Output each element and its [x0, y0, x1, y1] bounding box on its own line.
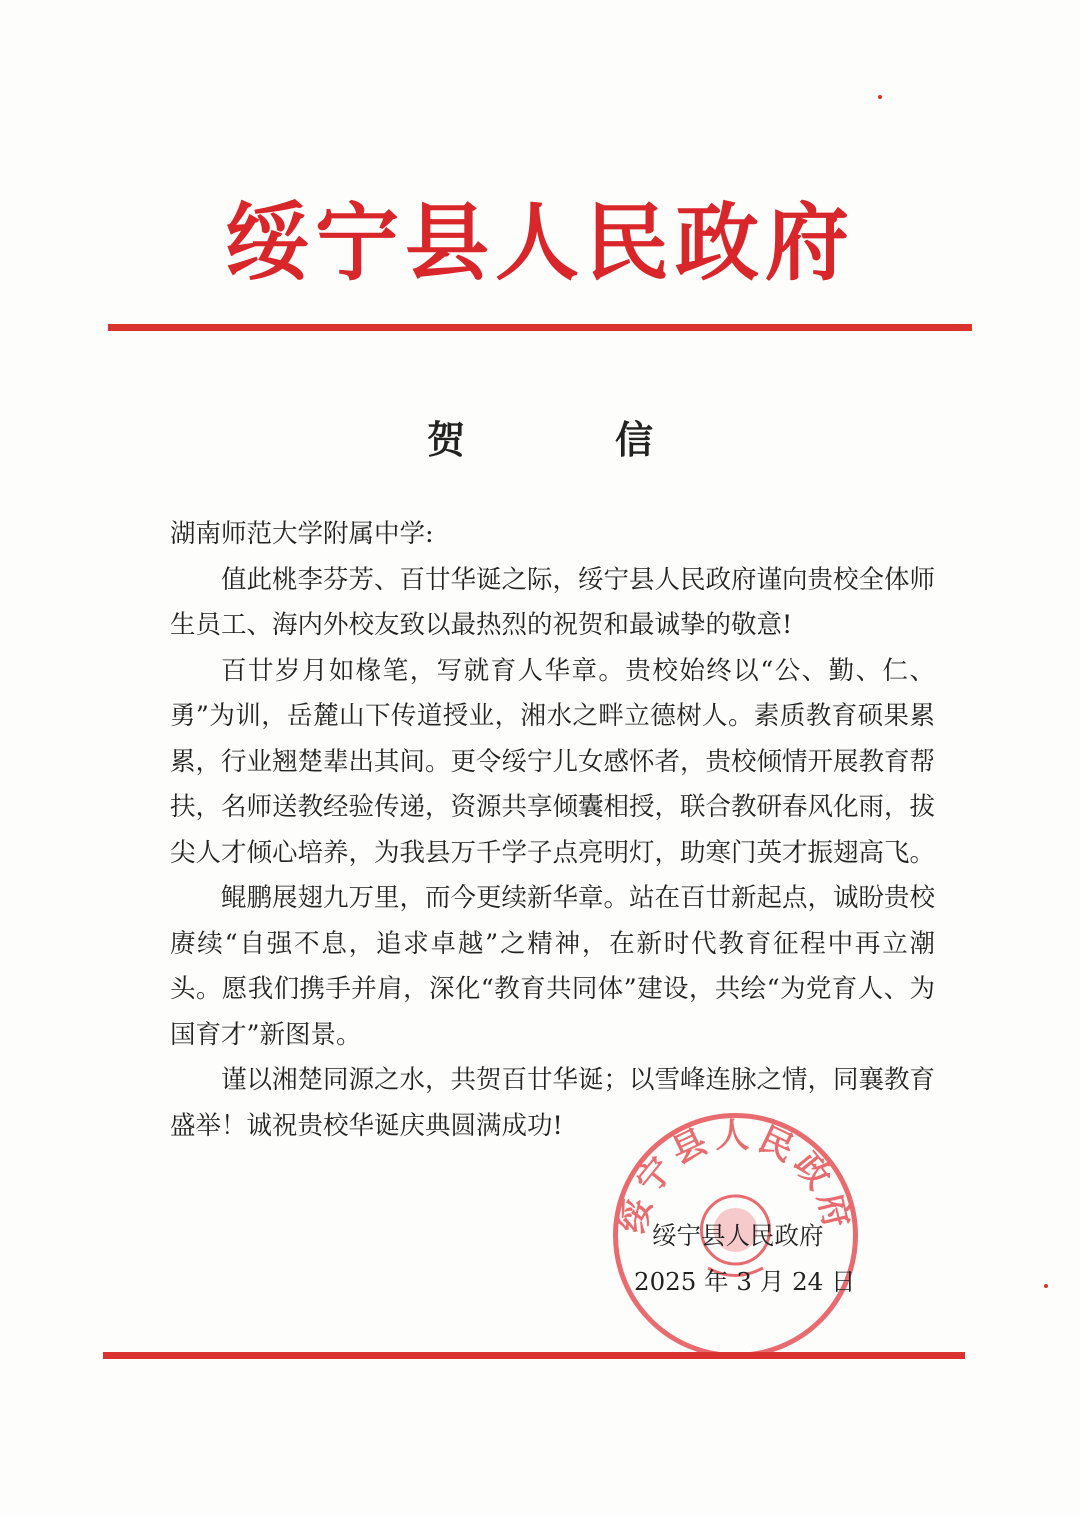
paragraph-1: 值此桃李芬芳、百廿华诞之际，绥宁县人民政府谨向贵校全体师生员工、海内外校友致以最热烈的祝贺和最诚挚的敬意!	[170, 564, 936, 640]
salutation: 湖南师范大学附属中学:	[170, 519, 434, 549]
signature-issuer: 绥宁县人民政府	[652, 1221, 824, 1250]
footer-red-rule	[103, 1352, 965, 1359]
scan-speck	[878, 95, 882, 99]
paragraph-2: 百廿岁月如椽笔，写就育人华章。贵校始终以“公、勤、仁、勇”为训，岳麓山下传道授业，湘水之畔立德树人。素质教育硕果累累，行业翘楚辈出其间。更令绥宁儿女感怀者，贵校倾情开展教育帮扶，名师送教经验传递，资源共享倾囊相授，联合教研春风化雨，拔尖人才倾心培养，为我县万千学子点亮明灯，助寒门英才振翅高飞。	[170, 655, 936, 868]
letter-body	[170, 512, 935, 1149]
scan-speck	[1044, 1284, 1048, 1288]
paragraph-3: 鲲鹏展翅九万里，而今更续新华章。站在百廿新起点，诚盼贵校赓续“自强不息，追求卓越”之精神，在新时代教育征程中再立潮头。愿我们携手并肩，深化“教育共同体”建设，共绘“为党育人、为国育才”新图景。	[170, 883, 936, 1050]
signature-date: 2025 年 3 月 24 日	[634, 1267, 856, 1296]
seal-text: 绥宁县人民政府	[613, 1115, 858, 1238]
paragraph-4: 谨以湘楚同源之水，共贺百廿华诞；以雪峰连脉之情，同襄教育盛举！诚祝贵校华诞庆典圆满成功!	[170, 1065, 936, 1141]
letter-heading: 贺 信	[426, 418, 709, 462]
letterhead-red-rule	[108, 324, 972, 331]
letterhead-title: 绥宁县人民政府	[224, 194, 855, 292]
